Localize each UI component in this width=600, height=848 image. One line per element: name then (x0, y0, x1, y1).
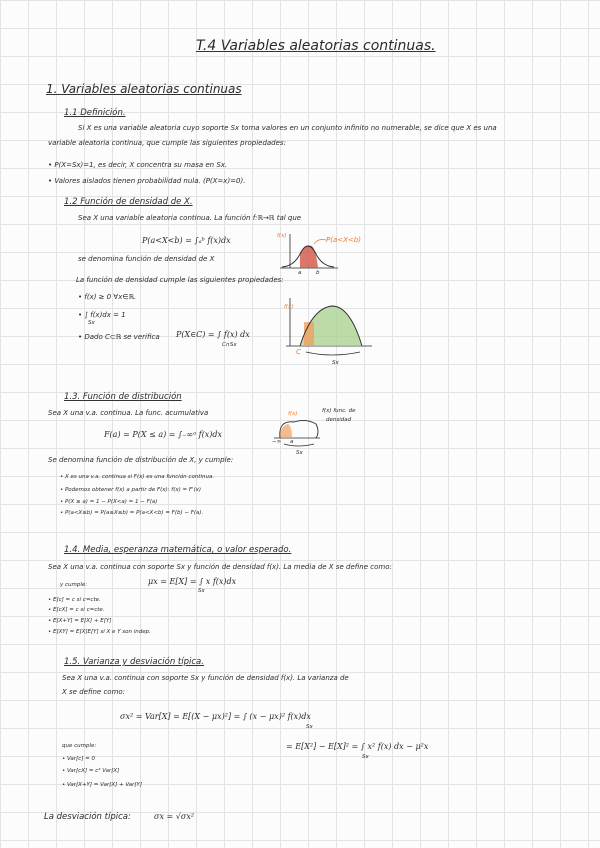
graph1-fx-label: f(x) (277, 233, 287, 239)
definition-heading: 1.1 Definición. (64, 108, 126, 118)
definition-line-1: Si X es una variable aleatoria cuyo soporte Sx toma valores en un conjunto infinito no numerable, se dice que X es una (78, 124, 497, 132)
variance-formula-2: = E[X²] − E[X]² = ∫ x² f(x) dx − μ²x (286, 742, 429, 751)
variance-cumple: que cumple: (62, 743, 97, 749)
graph3-func-label-2: densidad (326, 417, 352, 423)
density-prop-3-text: • Dado C⊂ℝ se verifica (78, 333, 160, 341)
mean-cumple: y cumple: (60, 582, 88, 588)
definition-bullet-2: • Valores aislados tienen probabilidad nula. (P(X=x)=0). (48, 177, 246, 185)
distribution-bullet-1: • X es una v.a. continua si F(x) es una función continua. (60, 474, 215, 480)
mean-bullet-2: • E[cX] = c si c=cte. (48, 607, 105, 613)
mean-formula: μx = E[X] = ∫ x f(x)dx (148, 577, 237, 586)
density-line-1: Sea X una variable aleatoria continua. La función f:ℝ→ℝ tal que (78, 214, 302, 222)
graph3-minus-inf: −∞ (272, 439, 282, 445)
distribution-bullet-2: • Podemos obtener f(x) a partir de F(x): f(x) = F'(x) (60, 487, 202, 493)
variance-bullet-2: • Var[cX] = c² Var[X] (62, 768, 120, 774)
graph1-b-label: b (316, 270, 320, 276)
mean-formula-sub: Sx (198, 588, 205, 594)
graph3-fx-label: f(x) (288, 411, 298, 417)
graph1-arrow (314, 240, 326, 245)
std-formula: σx = √σx² (154, 812, 195, 821)
density-prop-2: • ∫ f(x)dx = 1 (78, 311, 126, 319)
distribution-bullet-4: • P(a<X≤b) = P(a≤X≤b) = P(a<X<b) = F(b) − F(a). (60, 510, 204, 516)
density-prop-3-formula: P(X∈C) = ∫ f(x) dx (176, 330, 250, 339)
graph2-sx-brace (306, 352, 360, 355)
mean-heading: 1.4. Media, esperanza matemática, o valor esperado. (64, 545, 292, 555)
graph3-func-label-1: f(x) func. de (322, 408, 356, 414)
distribution-heading: 1.3. Función de distribución (64, 392, 182, 402)
density-line-2: se denomina función de densidad de X (78, 255, 215, 263)
definition-bullet-1: • P(X=Sx)=1, es decir, X concentra su masa en Sx. (48, 161, 228, 169)
distribution-line-1: Sea X una v.a. continua. La func. acumulativa (48, 409, 209, 417)
graph1-a-label: a (298, 270, 302, 276)
graph2-c-area (304, 322, 314, 346)
graph3-a-label: a (290, 439, 294, 445)
density-prop-2-sub: Sx (88, 320, 95, 326)
mean-bullet-3: • E[X+Y] = E[X] + E[Y] (48, 618, 112, 624)
graph2-fx-label: f(x) (284, 304, 294, 310)
density-prop-3-sub: C∩Sx (222, 342, 237, 348)
graph2-sx-label: Sx (332, 360, 339, 366)
mean-bullet-4: • E[XY] = E[X]E[Y] si X e Y son indep. (48, 629, 151, 635)
variance-bullet-3: • Var[X+Y] = Var[X] + Var[Y] (62, 782, 143, 788)
distribution-bullet-3: • P(X ≥ a) = 1 − P(X<a) = 1 − F(a) (60, 499, 158, 505)
variance-heading: 1.5. Varianza y desviación típica. (64, 657, 204, 667)
density-heading: 1.2 Función de densidad de X. (64, 197, 193, 207)
graph1-prob-label: P(a<X<b) (326, 236, 361, 244)
variance-line-1: Sea X una v.a. continua con soporte Sx y función de densidad f(x). La varianza de (62, 674, 349, 682)
variance-formula-2-sub: Sx (362, 754, 369, 760)
variance-bullet-1: • Var[c] = 0 (62, 756, 95, 762)
distribution-formula: F(a) = P(X ≤ a) = ∫₋∞ᵃ f(x)dx (104, 430, 222, 439)
density-prop-1: • f(x) ≥ 0 ∀x∈ℝ. (78, 293, 137, 301)
density-formula: P(a<X<b) = ∫ₐᵇ f(x)dx (142, 236, 231, 245)
std-label: La desviación típica: (44, 812, 131, 822)
density-line-3: La función de densidad cumple las siguientes propiedades: (76, 276, 284, 284)
section-1-heading: 1. Variables aleatorias continuas (46, 82, 242, 96)
variance-formula-1-sub: Sx (306, 724, 313, 730)
definition-line-2: variable aleatoria continua, que cumple las siguientes propiedades: (48, 139, 286, 147)
mean-bullet-1: • E[c] = c si c=cte. (48, 597, 101, 603)
graph2-c-label: C (296, 348, 301, 356)
distribution-line-2: Se denomina función de distribución de X, y cumple: (48, 456, 234, 464)
variance-formula-1: σx² = Var[X] = E[(X − μx)²] = ∫ (x − μx)² f(x)dx (120, 712, 311, 721)
graph3-sx-brace (284, 444, 314, 446)
graph3-sx-label: Sx (296, 450, 303, 456)
mean-line-1: Sea X una v.a. continua con soporte Sx y función de densidad f(x). La media de X se define como: (48, 563, 392, 571)
page-title: T.4 Variables aleatorias continuas. (196, 38, 436, 54)
variance-line-2: X se define como: (62, 688, 126, 696)
